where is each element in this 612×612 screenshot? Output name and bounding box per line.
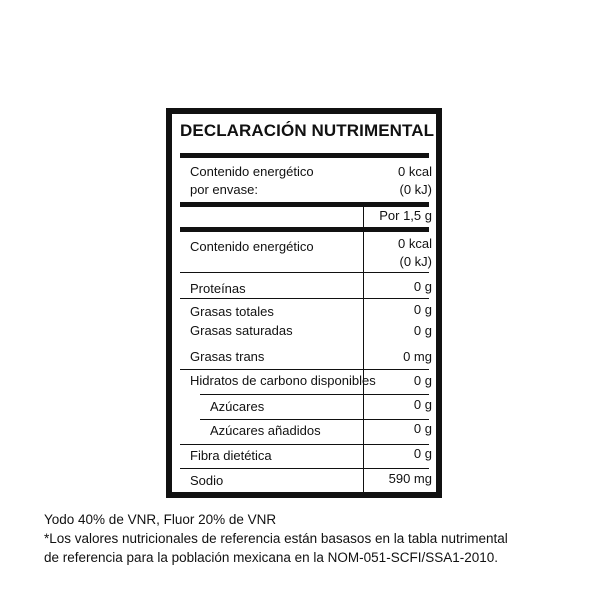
energy-value-kj: (0 kJ) (399, 254, 432, 269)
nutrient-value: 0 g (413, 421, 432, 436)
column-divider (363, 207, 364, 227)
envase-label-line2: por envase: (190, 182, 258, 197)
energy-value-kcal: 0 kcal (398, 236, 432, 251)
row-divider (180, 298, 429, 299)
nutrient-label: Proteínas (190, 281, 246, 296)
nutrient-value: 590 mg (388, 471, 432, 486)
nutrient-label: Grasas saturadas (190, 323, 293, 338)
column-divider (363, 395, 364, 419)
column-divider (363, 299, 364, 369)
envase-label-line1: Contenido energético (190, 164, 314, 179)
nutrient-label: Sodio (190, 473, 224, 488)
footnote-line: *Los valores nutricionales de referencia están basasos en la tabla nutrimental (44, 531, 508, 546)
nutrient-value: 0 g (413, 397, 432, 412)
thick-divider (180, 227, 429, 232)
energy-label: Contenido energético (190, 239, 314, 254)
nutrient-label: Grasas totales (190, 304, 274, 319)
nutrient-value: 0 g (413, 302, 432, 317)
column-divider (363, 469, 364, 493)
column-divider (363, 273, 364, 298)
nutrient-label: Fibra dietética (190, 448, 272, 463)
nutrient-label: Grasas trans (190, 349, 265, 364)
nutrient-value: 0 g (413, 323, 432, 338)
row-divider (180, 369, 429, 370)
envase-value-kcal: 0 kcal (398, 164, 432, 179)
row-divider (200, 394, 429, 395)
footnote-line: Yodo 40% de VNR, Fluor 20% de VNR (44, 512, 277, 527)
envase-value-kj: (0 kJ) (399, 182, 432, 197)
row-divider (180, 272, 429, 273)
nutrient-value: 0 g (413, 279, 432, 294)
footnote (44, 510, 508, 567)
table-title: DECLARACIÓN NUTRIMENTAL (180, 121, 435, 140)
row-divider (180, 468, 429, 469)
column-divider (363, 445, 364, 468)
thick-divider (180, 153, 429, 158)
column-divider (363, 232, 364, 272)
footnote-line: de referencia para la población mexicana en la NOM-051-SCFI/SSA1-2010. (44, 550, 498, 565)
nutrient-value: 0 g (413, 446, 432, 461)
nutrient-value: 0 mg (403, 349, 432, 364)
column-divider (363, 420, 364, 444)
portion-label: Por 1,5 g (379, 208, 432, 223)
row-divider (200, 419, 429, 420)
nutrient-value: 0 g (413, 373, 432, 388)
nutrient-label: Azúcares (210, 399, 265, 414)
row-divider (180, 444, 429, 445)
nutrient-label: Azúcares añadidos (210, 423, 321, 438)
nutrient-label: Hidratos de carbono disponibles (190, 373, 376, 388)
